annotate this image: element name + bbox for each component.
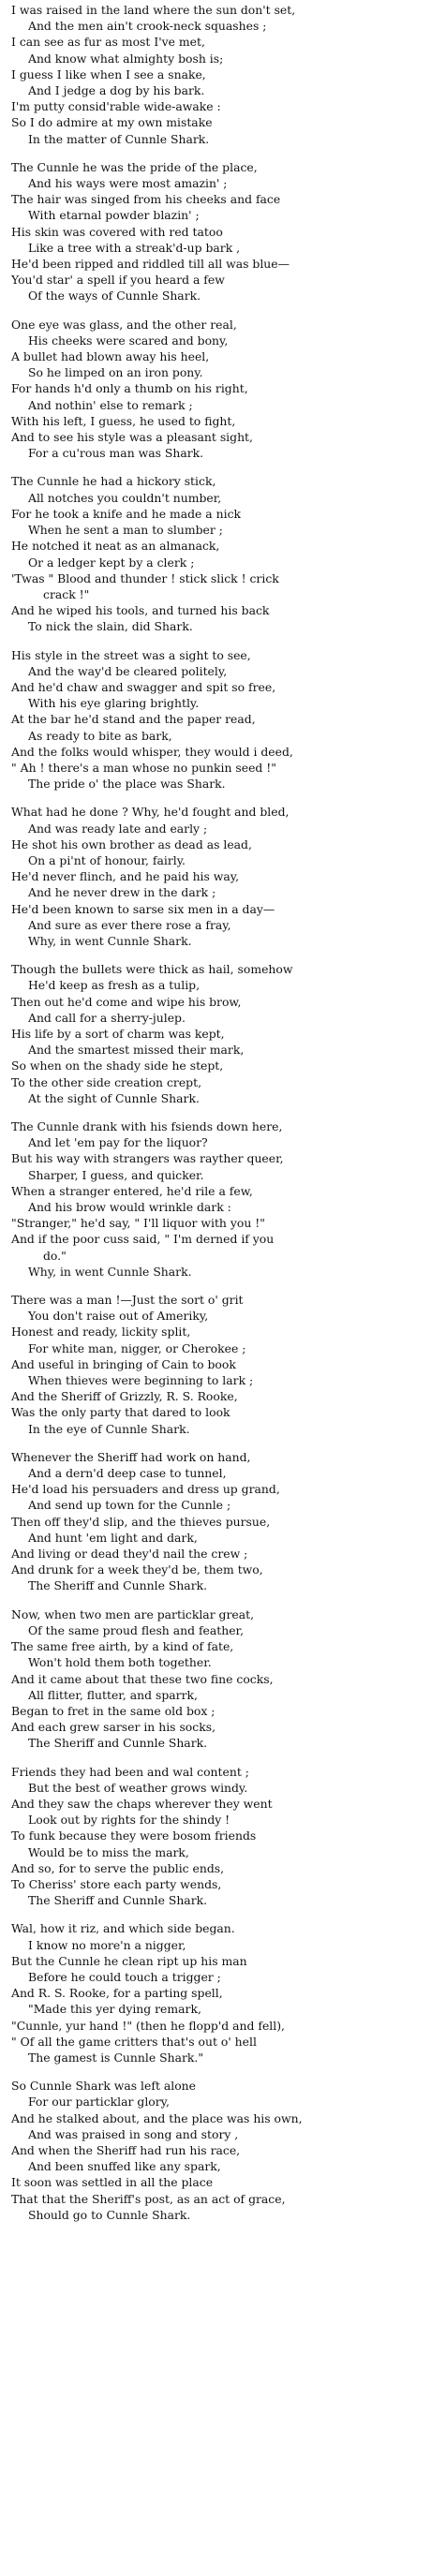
poem-line: "Stranger," he'd say, " I'll liquor with you !" [11,1216,265,1231]
poem-line: To funk because they were bosom friends [11,1828,257,1843]
poem-line: When thieves were beginning to lark ; [28,1373,254,1388]
poem-line: Won't hold them both together. [28,1655,212,1670]
poem-line: And nothin' else to remark ; [28,397,193,412]
poem-line: He'd keep as fresh as a tulip, [28,978,201,993]
poem-line: It soon was settled in all the place [11,2175,214,2190]
poem-line: The same free airth, by a kind of fate, [11,1639,234,1654]
poem-line: And if the poor cuss said, " I'm derned if you [11,1232,275,1247]
poem-line: What had he done ? Why, he'd fought and bled, [11,805,290,820]
poem-line: But the best of weather grows windy. [28,1780,248,1795]
poem-line: At the sight of Cunnle Shark. [28,1090,200,1105]
poem-line: At the bar he'd stand and the paper read, [11,712,256,727]
poem-line: And know what almighty bosh is; [28,51,224,66]
stanza [11,2078,424,2223]
poem-line: And been snuffed like any spark, [28,2159,221,2174]
poem-line: Why, in went Cunnle Shark. [28,1264,192,1279]
poem-line: Though the bullets were thick as hail, somehow [11,962,293,977]
poem-line: And the Sheriff of Grizzly, R. S. Rooke, [11,1389,238,1404]
poem-line: To the other side creation crept, [11,1074,202,1089]
poem-line: And he wiped his tools, and turned his back [11,603,270,618]
poem-line: Friends they had been and wal content ; [11,1764,249,1779]
poem-line: Honest and ready, lickity split, [11,1325,191,1340]
poem-line: As ready to bite as bark, [28,728,172,743]
poem-line: So when on the shady side he stept, [11,1059,224,1073]
poem-line: When a stranger entered, he'd rile a few, [11,1183,253,1198]
poem-line: The Sheriff and Cunnle Shark. [28,1578,208,1593]
poem-line: I know no more'n a nigger, [28,1937,186,1952]
poem-line: When he sent a man to slumber ; [28,523,223,538]
stanza [11,1292,424,1437]
poem-line: "Cunnle, yur hand !" (then he flopp'd and fell), [11,2018,285,2033]
poem-line: The Cunnle drank with his fsiends down here, [11,1119,283,1133]
poem-line: And the smartest missed their mark, [28,1043,245,1058]
poem-line: For our particklar glory, [28,2095,170,2110]
poem-line: One eye was glass, and the other real, [11,317,237,332]
poem-line: The Sheriff and Cunnle Shark. [28,1736,208,1751]
poem-line: Would be to miss the mark, [28,1844,189,1859]
poem-line: To nick the slain, did Shark. [28,619,193,634]
poem-line: And the way'd be cleared politely, [28,663,228,678]
poem-line: For white man, nigger, or Cherokee ; [28,1340,246,1355]
poem-line: For he took a knife and he made a nick [11,506,242,521]
poem-line: And the men ain't crook-neck squashes ; [28,19,267,34]
poem-line: He shot his own brother as dead as lead, [11,836,252,851]
poem-line: His skin was covered with red tatoo [11,224,223,239]
poem-line: You'd star' a spell if you heard a few [11,273,225,288]
poem-line: And his brow would wrinkle dark : [28,1200,231,1215]
poem-line: And sure as ever there rose a fray, [28,917,231,932]
poem-line: Sharper, I guess, and quicker. [28,1167,204,1182]
poem-line: "Made this yer dying remark, [28,2002,201,2017]
poem-line: He'd been ripped and riddled till all was blue— [11,257,290,272]
poem-line: And to see his style was a pleasant sight, [11,430,253,445]
poem-line: And he stalked about, and the place was his own, [11,2110,303,2125]
poem-line: The Cunnle he had a hickory stick, [11,474,216,489]
poem-line: And I jedge a dog by his bark. [28,83,205,98]
poem-line: Began to fret in the same old box ; [11,1703,216,1718]
poem-line: He'd never flinch, and he paid his way, [11,869,240,884]
poem-line: Was the only party that dared to look [11,1405,230,1420]
poem-line: And was praised in song and story , [28,2126,239,2141]
poem-line: That that the Sheriff's post, as an act of grace, [11,2191,286,2206]
poem-line: do." [43,1248,67,1263]
poem-line: And call for a sherry-julep. [28,1010,186,1025]
poem-line: So I do admire at my own mistake [11,115,213,130]
poem-line: Then off they'd slip, and the thieves pursue, [11,1514,271,1529]
poem-line: The gamest is Cunnle Shark." [28,2050,204,2065]
poem-line: A bullet had blown away his heel, [11,349,210,364]
poem-line: Should go to Cunnle Shark. [28,2207,191,2222]
poem-line: I was raised in the land where the sun don't set, [11,3,296,17]
poem-line: He'd been known to sarse six men in a day— [11,901,275,916]
poem-line: In the eye of Cunnle Shark. [28,1421,190,1436]
stanza [11,647,424,792]
stanza [11,159,424,304]
poem-line: crack !" [43,586,90,601]
poem-line: Look out by rights for the shindy ! [28,1813,230,1828]
poem-line: He'd load his persuaders and dress up grand, [11,1482,280,1497]
poem-line: But the Cunnle he clean ript up his man [11,1953,247,1968]
poem-line: And useful in bringing of Cain to book [11,1356,236,1371]
poem-line: In the matter of Cunnle Shark. [28,131,210,146]
poem-line: The pride o' the place was Shark. [28,777,226,792]
poem-line: The Cunnle he was the pride of the place, [11,159,258,174]
poem-line: For a cu'rous man was Shark. [28,446,204,461]
poem-line: And when the Sheriff had run his race, [11,2142,241,2157]
poem-line: And a dern'd deep case to tunnel, [28,1466,227,1481]
poem-line: The hair was singed from his cheeks and face [11,192,281,207]
stanza [11,1449,424,1594]
poem-line: Like a tree with a streak'd-up bark , [28,240,241,255]
poem-line: Before he could touch a trigger ; [28,1969,221,1984]
poem-line: Whenever the Sheriff had work on hand, [11,1449,251,1464]
stanza [11,1606,424,1752]
poem-line: And so, for to serve the public ends, [11,1860,225,1875]
stanza [11,1920,424,2065]
poem-line: There was a man !—Just the sort o' grit [11,1293,244,1308]
poem-line: And send up town for the Cunnle ; [28,1498,231,1513]
poem-line: To Cheriss' store each party wends, [11,1876,222,1891]
stanza [11,961,424,1106]
poem-line: His cheeks were scared and bony, [28,333,229,348]
poem-line: His life by a sort of charm was kept, [11,1026,225,1041]
poem-line: " Of all the game critters that's out o' hell [11,2034,257,2049]
poem-line: Of the ways of Cunnle Shark. [28,289,201,303]
poem-line: Then out he'd come and wipe his brow, [11,994,242,1009]
poem-line: And living or dead they'd nail the crew ; [11,1547,248,1562]
stanza [11,804,424,949]
stanza [11,1764,424,1909]
stanza [11,317,424,462]
poem-line: You don't raise out of Ameriky, [28,1309,209,1324]
poem-line: Wal, how it riz, and which side began. [11,1921,235,1936]
poem-line: All flitter, flutter, and sparrk, [28,1687,198,1702]
poem-line: All notches you couldn't number, [28,490,222,505]
stanza [11,1118,424,1280]
poem-line: 'Twas " Blood and thunder ! stick slick ! crick [11,570,279,585]
poem-line: And R. S. Rooke, for a parting spell, [11,1986,223,2001]
poem-line: So Cunnle Shark was left alone [11,2079,196,2094]
poem-line: And hunt 'em light and dark, [28,1530,198,1545]
poem-line: For hands h'd only a thumb on his right, [11,381,248,396]
poem-line: And let 'em pay for the liquor? [28,1135,208,1150]
poem-line: Why, in went Cunnle Shark. [28,933,192,948]
poem-line: And the folks would whisper, they would i deed, [11,744,293,759]
poem-line: And drunk for a week they'd be, them two, [11,1562,263,1577]
poem-line: On a pi'nt of honour, fairly. [28,852,186,867]
poem-line: I'm putty consid'rable wide-awake : [11,99,221,114]
stanza [11,2,424,147]
poem-line: And he never drew in the dark ; [28,885,216,900]
poem-line: And he'd chaw and swagger and spit so free, [11,679,276,694]
poem-line: And each grew sarser in his socks, [11,1720,216,1735]
poem-line: Or a ledger kept by a clerk ; [28,555,195,570]
poem-line: With his left, I guess, he used to fight, [11,413,236,428]
poem-line: And they saw the chaps wherever they went [11,1796,273,1811]
poem-line: And it came about that these two fine cocks, [11,1671,274,1686]
poem-line: His style in the street was a sight to see, [11,647,251,662]
poem-line: And his ways were most amazin' ; [28,176,228,191]
poem-line: " Ah ! there's a man whose no punkin seed !" [11,760,276,775]
poem-line: I can see as fur as most I've met, [11,35,205,50]
poem-line: Now, when two men are particklar great, [11,1606,255,1621]
poem-line: Of the same proud flesh and feather, [28,1622,245,1637]
poem-line: He notched it neat as an almanack, [11,539,220,554]
poem-line: But his way with strangers was rayther queer, [11,1151,284,1166]
poem-line: And was ready late and early ; [28,821,208,836]
stanza [11,473,424,634]
poem-line: The Sheriff and Cunnle Shark. [28,1893,208,1908]
poem-line: With etarnal powder blazin' ; [28,208,200,223]
poem-line: With his eye glaring brightly. [28,696,200,711]
poem-line: I guess I like when I see a snake, [11,67,206,81]
poem-line: So he limped on an iron pony. [28,365,203,380]
